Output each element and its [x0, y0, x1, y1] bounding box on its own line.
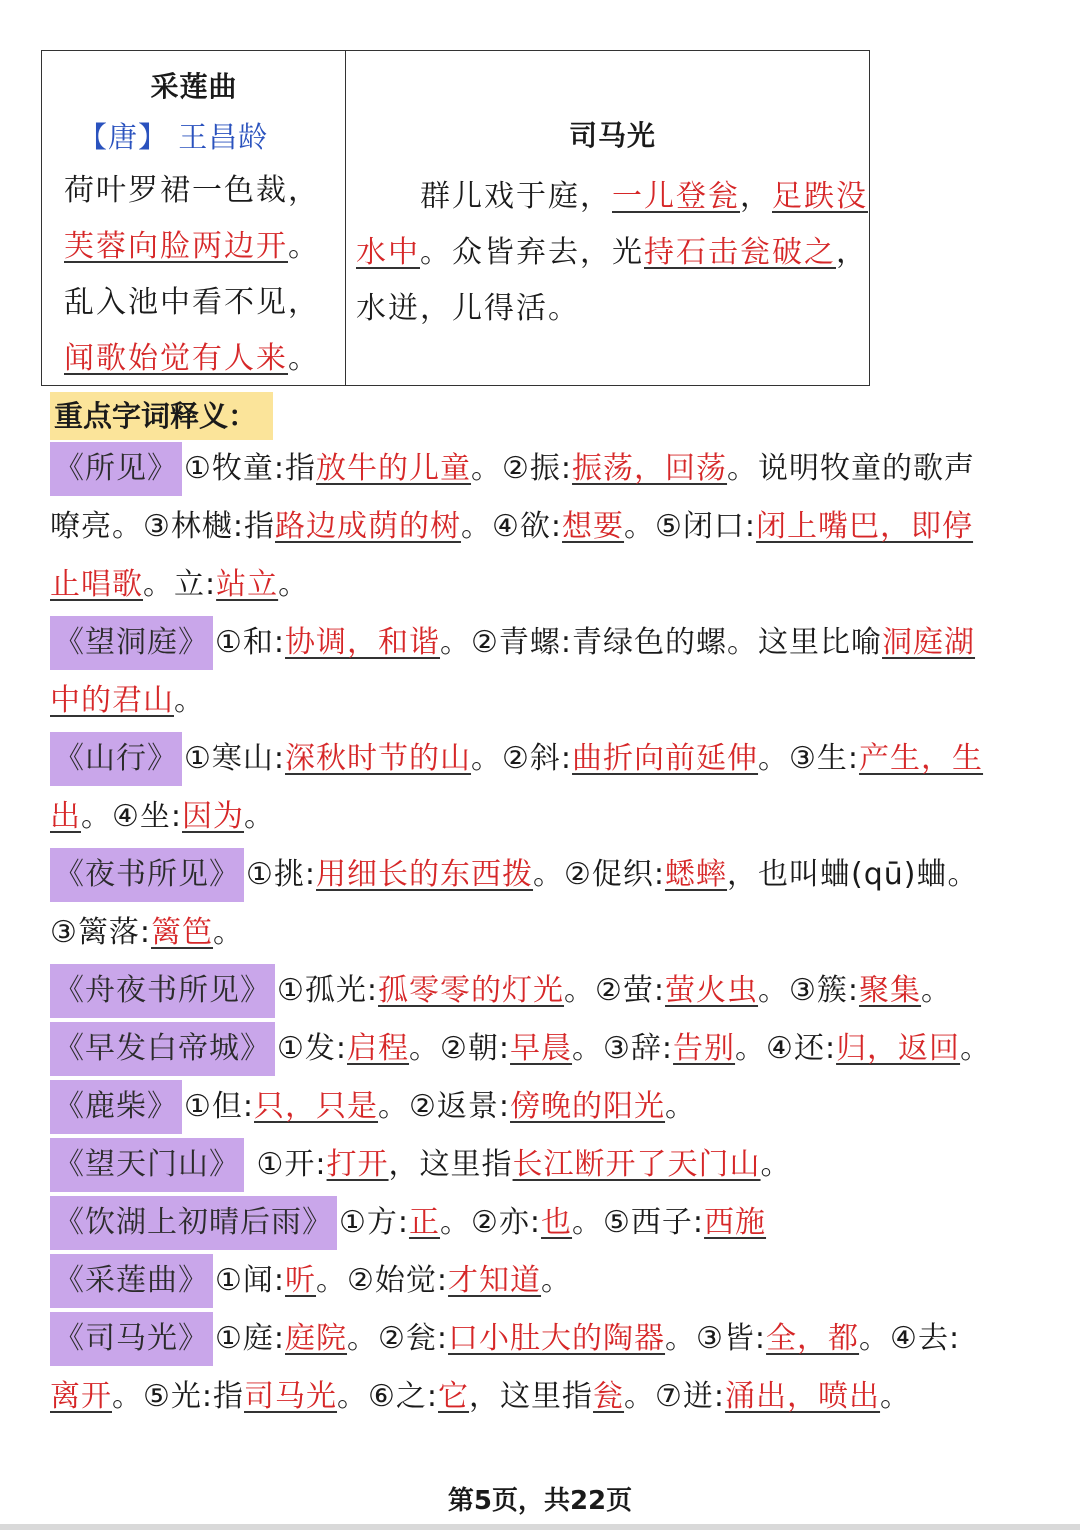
poem-tag: 《山行》	[50, 732, 182, 786]
poem-line: 闻歌始觉有人来。	[64, 341, 320, 376]
poem-tag: 《舟夜书所见》	[50, 964, 275, 1018]
glossary-line: ③篱落:篱笆。	[50, 915, 245, 950]
prose-text	[356, 169, 868, 337]
poem-cell-cailianqu	[42, 51, 346, 385]
poem-tag: 《鹿柴》	[50, 1080, 182, 1134]
poem-title: 司马光	[568, 119, 656, 152]
glossary-line: 《所见》 ①牧童:指放牛的儿童。②振:振荡，回荡。说明牧童的歌声	[50, 440, 1035, 498]
glossary-line: 《舟夜书所见》 ①孤光:孤零零的灯光。②萤:萤火虫。③簇:聚集。	[50, 962, 1035, 1020]
highlighted-text: 闻歌始觉有人来	[64, 341, 288, 376]
highlighted-text: 芙蓉向脸两边开	[64, 229, 288, 264]
poem-title: 采莲曲	[150, 70, 238, 103]
poem-line: 乱入池中看不见，	[64, 285, 320, 320]
poem-tag: 《夜书所见》	[50, 848, 244, 902]
poem-tag: 《望洞庭》	[50, 616, 213, 670]
prose-line: 水中。众皆弃去，光持石击瓮破之，	[356, 235, 868, 270]
glossary-line: 止唱歌。立:站立。	[50, 567, 310, 602]
poem-tag: 《司马光》	[50, 1312, 213, 1366]
glossary-line: 《饮湖上初晴后雨》 ①方:正。②亦:也。⑤西子:西施	[50, 1194, 1035, 1252]
page-bottom-divider	[0, 1524, 1080, 1530]
glossary-line: 离开。⑤光:指司马光。⑥之:它，这里指瓮。⑦迸:涌出，喷出。	[50, 1379, 912, 1414]
poem-tag: 《望天门山》	[50, 1138, 244, 1192]
prose-line: 群儿戏于庭，一儿登瓮，足跌没	[420, 179, 868, 214]
glossary-line: 《早发白帝城》 ①发:启程。②朝:早晨。③辞:告别。④还:归，返回。	[50, 1020, 1035, 1078]
glossary-line: 嘹亮。③林樾:指路边成荫的树。④欲:想要。⑤闭口:闭上嘴巴，即停	[50, 509, 974, 544]
poem-line: 荷叶罗裙一色裁，	[64, 173, 320, 208]
poem-line: 芙蓉向脸两边开。	[64, 229, 320, 264]
poem-table	[41, 50, 870, 386]
glossary-line: 《夜书所见》 ①挑:用细长的东西拨。②促织:蟋蟀，也叫蛐(qū)蛐。	[50, 846, 1035, 904]
glossary-line: 《采莲曲》 ①闻:听。②始觉:才知道。	[50, 1252, 1035, 1310]
glossary-line: 《鹿柴》 ①但:只，只是。②返景:傍晚的阳光。	[50, 1078, 1035, 1136]
poem-cell-simaguang	[346, 51, 869, 385]
glossary-line: 中的君山。	[50, 683, 205, 718]
poem-tag: 《饮湖上初晴后雨》	[50, 1196, 337, 1250]
poem-tag: 《所见》	[50, 442, 182, 496]
poem-author: 【唐】 王昌龄	[78, 120, 269, 154]
glossary	[50, 440, 1035, 1426]
glossary-line: 《司马光》 ①庭:庭院。②瓮:口小肚大的陶器。③皆:全，都。④去:	[50, 1310, 1035, 1368]
prose-line: 水迸，儿得活。	[356, 291, 580, 326]
poem-tag: 《早发白帝城》	[50, 1022, 275, 1076]
glossary-line: 《望洞庭》 ①和:协调，和谐。②青螺:青绿色的螺。这里比喻洞庭湖	[50, 614, 1035, 672]
key-terms-heading: 重点字词释义：	[50, 392, 273, 440]
poem-tag: 《采莲曲》	[50, 1254, 213, 1308]
glossary-line: 《山行》 ①寒山:深秋时节的山。②斜:曲折向前延伸。③生:产生，生	[50, 730, 1035, 788]
glossary-line: 《望天门山》 ①开:打开，这里指长江断开了天门山。	[50, 1136, 1035, 1194]
glossary-line: 出。④坐:因为。	[50, 799, 276, 834]
page-number: 第5页，共22页	[447, 1486, 633, 1516]
